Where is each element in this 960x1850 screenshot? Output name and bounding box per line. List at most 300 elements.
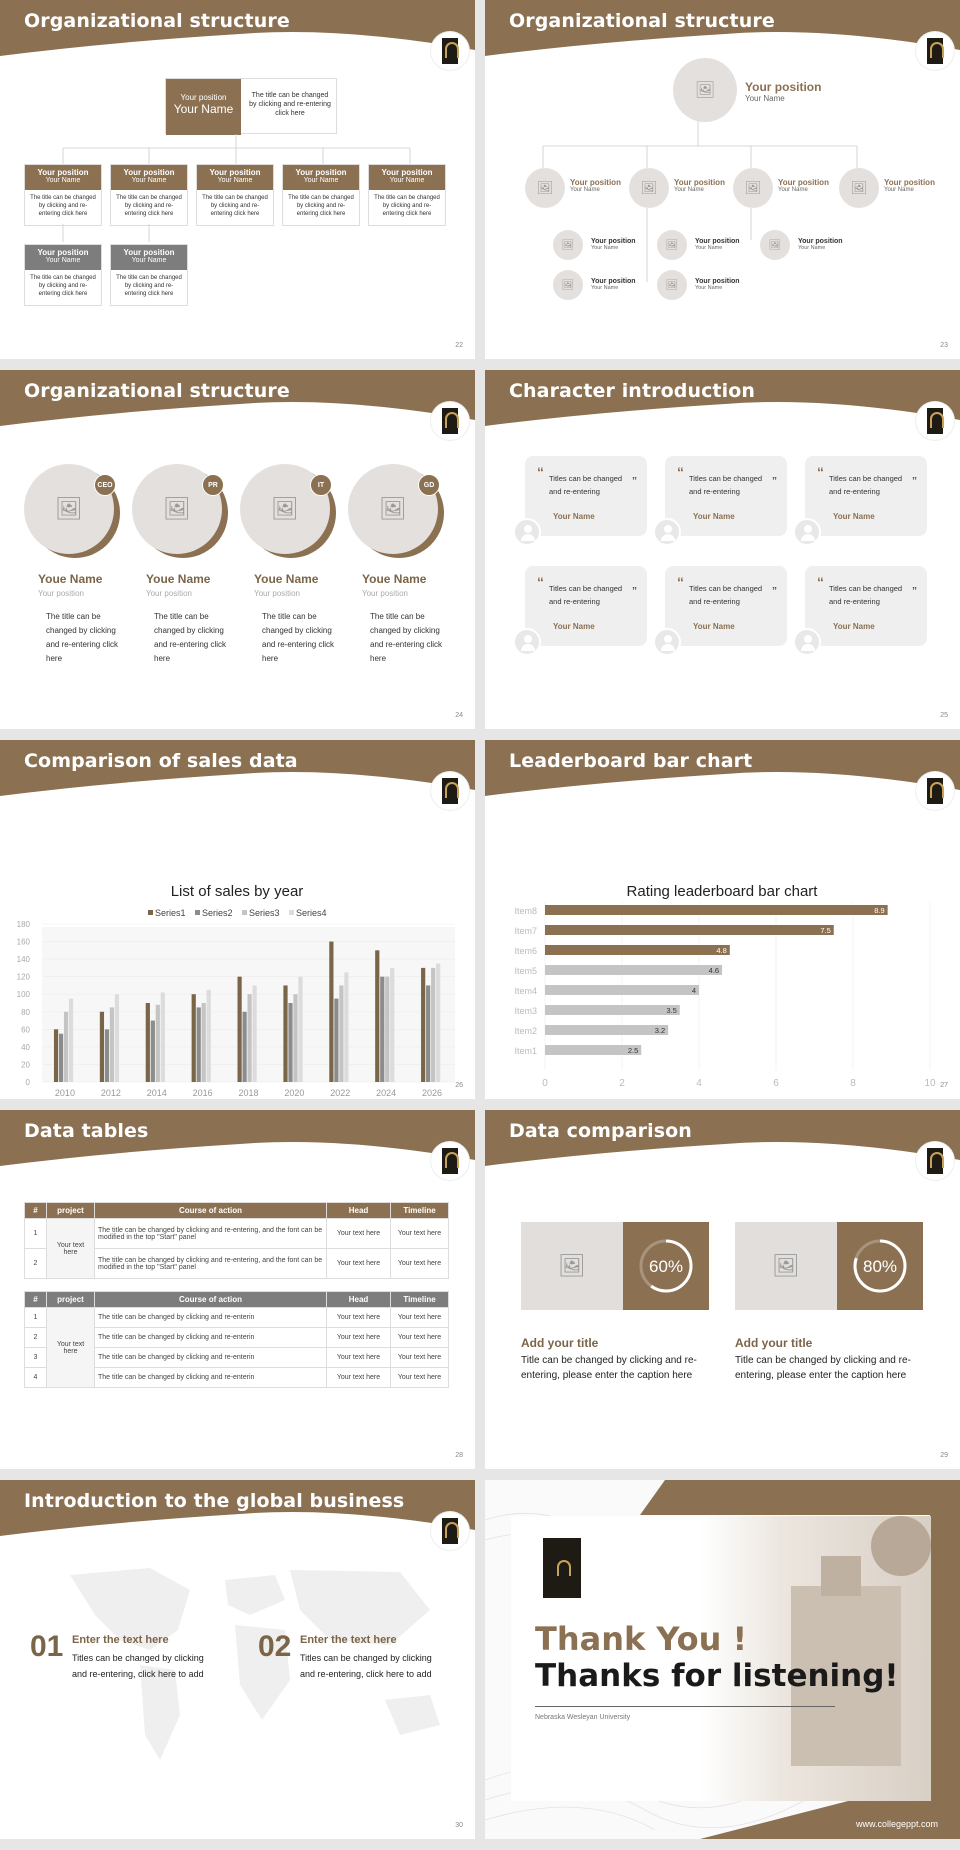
quote-name: Your Name — [833, 512, 875, 521]
x-tick-label: 2022 — [330, 1088, 351, 1098]
row-number: 1 — [25, 1308, 47, 1328]
bar — [329, 942, 333, 1082]
node-position: Your position — [591, 238, 636, 245]
bar — [545, 945, 730, 955]
x-tick-label: 6 — [773, 1078, 779, 1089]
x-tick-label: 2018 — [238, 1088, 259, 1098]
y-category-label: Item3 — [514, 1006, 537, 1016]
thanks-card — [511, 1516, 931, 1801]
role-badge: PR — [202, 474, 224, 496]
person-desc: The title can be changed by clicking and re-entering click here — [262, 612, 335, 663]
org-box-position: Your position — [123, 168, 175, 177]
y-category-label: Item5 — [514, 966, 537, 976]
bar — [344, 972, 348, 1082]
quote-card — [805, 456, 927, 536]
slide-28 — [0, 1110, 475, 1469]
action-cell[interactable]: The title can be changed by clicking and re-enterin — [95, 1348, 327, 1368]
bar — [202, 1003, 206, 1082]
node-name: Your Name — [695, 285, 723, 291]
slide-title: Introduction to the global business — [24, 1490, 405, 1512]
progress-ring — [837, 1222, 923, 1310]
data-label: 3.5 — [666, 1006, 677, 1015]
head-cell[interactable]: Your text here — [327, 1219, 391, 1249]
org-box-header — [283, 165, 359, 190]
person-desc: The title can be changed by clicking and re-entering click here — [370, 612, 443, 663]
close-quote-icon: ” — [912, 476, 917, 487]
avatar-icon — [793, 518, 821, 546]
page-number: 28 — [455, 1452, 463, 1459]
x-tick-label: 2010 — [54, 1088, 75, 1098]
y-tick-label: 60 — [21, 1025, 30, 1035]
y-category-label: Item2 — [514, 1026, 537, 1036]
org-box-desc: The title can be changed by clicking and re-entering click here — [30, 275, 96, 297]
row-number: 3 — [25, 1348, 47, 1368]
slide-title: Leaderboard bar chart — [509, 750, 753, 772]
image-placeholder-icon[interactable]: 🖼 — [553, 270, 583, 300]
x-tick-label: 8 — [850, 1078, 856, 1089]
timeline-cell[interactable]: Your text here — [391, 1219, 449, 1249]
avatar-icon — [513, 628, 541, 656]
image-placeholder-icon[interactable]: 🖼 — [521, 1222, 623, 1310]
org-box-header — [111, 165, 187, 190]
bar — [334, 999, 338, 1082]
item-desc: Titles can be changed by clicking and re-entering, click here to add — [72, 1653, 204, 1679]
bar — [243, 1012, 247, 1082]
data-table — [24, 1291, 449, 1388]
action-cell[interactable]: The title can be changed by clicking and re-entering, and the font can be modified in the top "Start" panel — [95, 1219, 327, 1249]
org-box-name: Your Name — [217, 177, 253, 184]
close-quote-icon: ” — [772, 586, 777, 597]
y-category-label: Item1 — [514, 1046, 537, 1056]
timeline-cell[interactable]: Your text here — [391, 1249, 449, 1279]
item-number: 01 — [30, 1630, 64, 1663]
svg-text:Series3: Series3 — [249, 908, 280, 918]
bar — [339, 985, 343, 1082]
bar — [64, 1012, 68, 1082]
action-cell[interactable]: The title can be changed by clicking and re-enterin — [95, 1308, 327, 1328]
close-quote-icon: ” — [632, 476, 637, 487]
table-header: Timeline — [391, 1203, 449, 1219]
slide-title: Character introduction — [509, 380, 756, 402]
head-cell[interactable]: Your text here — [327, 1348, 391, 1368]
y-tick-label: 0 — [25, 1078, 30, 1087]
item-title: Add your title — [735, 1336, 813, 1350]
image-placeholder-icon[interactable]: 🖼 — [24, 464, 114, 554]
image-placeholder-icon[interactable]: 🖼 — [348, 464, 438, 554]
org-box-desc: The title can be changed by clicking and re-entering click here — [288, 195, 354, 217]
org-box-desc: The title can be changed by clicking and re-entering click here — [30, 195, 96, 217]
org-box-position: Your position — [37, 248, 89, 257]
person-desc: The title can be changed by clicking and re-entering click here — [154, 612, 227, 663]
table-header: Course of action — [95, 1203, 327, 1219]
table-row — [25, 1219, 449, 1249]
data-table — [24, 1202, 449, 1279]
x-tick-label: 0 — [542, 1078, 548, 1089]
bar — [421, 968, 425, 1082]
org-box-header — [25, 245, 101, 270]
project-cell[interactable]: Your text here — [47, 1308, 95, 1388]
svg-text:Series1: Series1 — [155, 908, 186, 918]
quote-text: Titles can be changed and re-entering — [549, 584, 623, 606]
org-box-header — [197, 165, 273, 190]
slide-25 — [485, 370, 960, 729]
university-logo — [431, 402, 469, 440]
bar — [375, 950, 379, 1082]
org-box-header — [111, 245, 187, 270]
x-tick-label: 2012 — [100, 1088, 121, 1098]
org-box-header — [25, 165, 101, 190]
bar — [197, 1007, 201, 1082]
slide-title: Organizational structure — [24, 380, 290, 402]
close-quote-icon: ” — [772, 476, 777, 487]
x-tick-label: 2020 — [284, 1088, 305, 1098]
action-cell[interactable]: The title can be changed by clicking and re-entering, and the font can be modified in the top "Start" panel — [95, 1249, 327, 1279]
quote-name: Your Name — [693, 622, 735, 631]
page-number: 27 — [940, 1082, 948, 1089]
slide-30 — [0, 1480, 475, 1839]
node-name: Your Name — [591, 245, 619, 251]
project-cell[interactable]: Your text here — [47, 1219, 95, 1279]
org-box — [110, 164, 188, 226]
item-desc: Title can be changed by clicking and re-entering, please enter the caption here — [521, 1355, 697, 1381]
y-tick-label: 40 — [21, 1042, 30, 1052]
table-row — [25, 1308, 449, 1328]
quote-text: Titles can be changed and re-entering — [689, 584, 763, 606]
page-number: 23 — [940, 342, 948, 349]
role-badge: GD — [418, 474, 440, 496]
image-placeholder-icon[interactable]: 🖼 — [629, 168, 669, 208]
bar — [545, 1045, 641, 1055]
image-placeholder-icon[interactable]: 🖼 — [735, 1222, 837, 1310]
bar — [115, 994, 119, 1082]
org-box-desc: The title can be changed by clicking and re-entering click here — [116, 195, 182, 217]
action-cell[interactable]: The title can be changed by clicking and re-enterin — [95, 1328, 327, 1348]
leaderboard-bar-chart — [485, 800, 960, 1099]
org-top-position: Your position — [180, 93, 227, 102]
university-logo — [543, 1538, 581, 1598]
bar — [436, 964, 440, 1083]
y-tick-label: 80 — [21, 1007, 30, 1017]
head-cell[interactable]: Your text here — [327, 1368, 391, 1388]
row-number: 2 — [25, 1328, 47, 1348]
node-position: Your position — [778, 178, 829, 187]
open-quote-icon: “ — [537, 574, 544, 590]
avatar-icon — [513, 518, 541, 546]
org-box-desc: The title can be changed by clicking and re-entering click here — [116, 275, 182, 297]
bar — [59, 1034, 63, 1082]
data-tables — [24, 1202, 449, 1388]
sales-bar-chart — [0, 800, 475, 1099]
y-category-label: Item6 — [514, 946, 537, 956]
quote-text: Titles can be changed and re-entering — [829, 584, 903, 606]
data-label: 8.9 — [874, 906, 885, 915]
bar — [105, 1029, 109, 1082]
role-badge: CEO — [94, 474, 116, 496]
slide-title: Comparison of sales data — [24, 750, 298, 772]
bar — [390, 968, 394, 1082]
bar — [69, 999, 73, 1082]
image-placeholder-icon[interactable]: 🖼 — [132, 464, 222, 554]
org-box — [110, 244, 188, 306]
node-name: Your Name — [884, 187, 914, 193]
slide-title: Organizational structure — [509, 10, 775, 32]
y-category-label: Item4 — [514, 986, 537, 996]
org-box-position: Your position — [209, 168, 261, 177]
slide-22 — [0, 0, 475, 359]
image-placeholder-icon[interactable]: 🖼 — [553, 230, 583, 260]
bar — [238, 977, 242, 1082]
org-box-position: Your position — [295, 168, 347, 177]
percent-box — [837, 1222, 923, 1310]
x-tick-label: 2016 — [192, 1088, 213, 1098]
node-position: Your position — [695, 278, 740, 285]
bar — [161, 992, 165, 1082]
bar — [110, 1007, 114, 1082]
action-cell[interactable]: The title can be changed by clicking and re-enterin — [95, 1368, 327, 1388]
quote-name: Your Name — [553, 512, 595, 521]
node-name: Your Name — [778, 187, 808, 193]
university-logo — [916, 1142, 954, 1180]
timeline-cell[interactable]: Your text here — [391, 1348, 449, 1368]
row-number: 1 — [25, 1219, 47, 1249]
top-name: Your Name — [745, 94, 785, 103]
timeline-cell[interactable]: Your text here — [391, 1368, 449, 1388]
timeline-cell[interactable]: Your text here — [391, 1328, 449, 1348]
x-tick-label: 2026 — [422, 1088, 443, 1098]
node-position: Your position — [570, 178, 621, 187]
row-number: 2 — [25, 1249, 47, 1279]
image-placeholder-icon[interactable]: 🖼 — [657, 230, 687, 260]
org-box-header — [369, 165, 445, 190]
bar — [248, 994, 252, 1082]
quote-card — [665, 566, 787, 646]
quote-card — [525, 456, 647, 536]
open-quote-icon: “ — [817, 464, 824, 480]
image-placeholder-icon[interactable]: 🖼 — [240, 464, 330, 554]
node-name: Your Name — [695, 245, 723, 251]
bar — [431, 968, 435, 1082]
top-position: Your position — [745, 80, 822, 94]
page-number: 30 — [455, 1822, 463, 1829]
org-box-name: Your Name — [131, 177, 167, 184]
table-header: project — [47, 1203, 95, 1219]
page-number: 22 — [455, 342, 463, 349]
open-quote-icon: “ — [677, 574, 684, 590]
legend-item — [195, 908, 233, 918]
bar — [100, 1012, 104, 1082]
table-header: project — [47, 1292, 95, 1308]
org-box — [24, 244, 102, 306]
y-category-label: Item8 — [514, 906, 537, 916]
node-name: Your Name — [674, 187, 704, 193]
head-cell[interactable]: Your text here — [327, 1249, 391, 1279]
y-tick-label: 140 — [16, 955, 30, 965]
org-box — [368, 164, 446, 226]
person-position: Your position — [254, 589, 300, 598]
page-number: 26 — [455, 1082, 463, 1089]
org-top-name: Your Name — [173, 102, 234, 116]
bar — [545, 985, 699, 995]
node-name: Your Name — [570, 187, 600, 193]
image-placeholder-icon[interactable]: 🖼 — [839, 168, 879, 208]
slide-title: Data tables — [24, 1120, 149, 1142]
data-label: 2.5 — [627, 1046, 639, 1055]
quote-card — [525, 566, 647, 646]
table-header: # — [25, 1292, 47, 1308]
legend-item — [242, 908, 280, 918]
bar — [156, 1005, 160, 1082]
slide-24 — [0, 370, 475, 729]
quote-name: Your Name — [833, 622, 875, 631]
org-box-desc: The title can be changed by clicking and re-entering click here — [202, 195, 268, 217]
university-logo — [916, 402, 954, 440]
y-category-label: Item7 — [514, 926, 537, 936]
bar — [207, 990, 211, 1082]
node-position: Your position — [798, 238, 843, 245]
thanks-listening-heading: Thanks for listening! — [535, 1658, 899, 1694]
bar — [253, 985, 257, 1082]
node-name: Your Name — [798, 245, 826, 251]
org-box-name: Your Name — [45, 257, 81, 264]
bar — [192, 994, 196, 1082]
org-box-name: Your Name — [45, 177, 81, 184]
bar — [545, 1005, 680, 1015]
item-desc: Title can be changed by clicking and re-entering, please enter the caption here — [735, 1355, 911, 1381]
y-tick-label: 20 — [21, 1060, 30, 1070]
bar — [545, 1025, 668, 1035]
item-desc: Titles can be changed by clicking and re-entering, click here to add — [300, 1653, 432, 1679]
person-position: Your position — [146, 589, 192, 598]
person-name: Youe Name — [254, 572, 319, 586]
x-tick-label: 2014 — [146, 1088, 167, 1098]
item-number: 02 — [258, 1630, 292, 1663]
bar — [385, 977, 389, 1082]
quote-text: Titles can be changed and re-entering — [689, 474, 763, 496]
head-cell[interactable]: Your text here — [327, 1328, 391, 1348]
university-logo — [431, 1512, 469, 1550]
org-box-name: Your Name — [389, 177, 425, 184]
thank-you-heading: Thank You ! — [535, 1620, 748, 1658]
x-tick-label: 2024 — [376, 1088, 397, 1098]
percent-box — [623, 1222, 709, 1310]
table-header: # — [25, 1203, 47, 1219]
bar — [146, 1003, 150, 1082]
bar — [54, 1029, 58, 1082]
svg-text:Series2: Series2 — [202, 908, 233, 918]
x-tick-label: 10 — [924, 1078, 936, 1089]
avatar-icon — [793, 628, 821, 656]
image-placeholder-icon[interactable]: 🖼 — [760, 230, 790, 260]
bar — [545, 965, 722, 975]
chart-title: Rating leaderboard bar chart — [626, 883, 818, 900]
slide-27 — [485, 740, 960, 1099]
data-label: 4 — [691, 986, 696, 995]
legend-item — [148, 908, 186, 918]
data-label: 7.5 — [820, 926, 831, 935]
open-quote-icon: “ — [817, 574, 824, 590]
row-number: 4 — [25, 1368, 47, 1388]
person-position: Your position — [362, 589, 408, 598]
divider — [535, 1706, 835, 1707]
item-title: Enter the text here — [72, 1634, 169, 1646]
open-quote-icon: “ — [677, 464, 684, 480]
image-placeholder-icon[interactable]: 🖼 — [657, 270, 687, 300]
legend-item — [289, 908, 327, 918]
slide-thanks — [485, 1480, 960, 1839]
bar — [545, 925, 834, 935]
slide-29 — [485, 1110, 960, 1469]
org-box-position: Your position — [381, 168, 433, 177]
node-position: Your position — [695, 238, 740, 245]
page-number: 29 — [940, 1452, 948, 1459]
slide-23 — [485, 0, 960, 359]
org-box — [196, 164, 274, 226]
close-quote-icon: ” — [912, 586, 917, 597]
quote-name: Your Name — [553, 622, 595, 631]
person-position: Your position — [38, 589, 84, 598]
page-number: 25 — [940, 712, 948, 719]
slide-title: Organizational structure — [24, 10, 290, 32]
org-box-position: Your position — [123, 248, 175, 257]
image-placeholder-icon[interactable]: 🖼 — [525, 168, 565, 208]
open-quote-icon: “ — [537, 464, 544, 480]
quote-card — [665, 456, 787, 536]
y-tick-label: 100 — [16, 990, 30, 1000]
table-header: Head — [327, 1203, 391, 1219]
page-number: 24 — [455, 712, 463, 719]
quote-name: Your Name — [693, 512, 735, 521]
bar — [426, 985, 430, 1082]
slide-title: Data comparison — [509, 1120, 692, 1142]
website-link[interactable]: www.collegeppt.com — [855, 1819, 938, 1829]
quote-card — [805, 566, 927, 646]
bar — [151, 1021, 155, 1082]
university-name: Nebraska Wesleyan University — [535, 1714, 631, 1721]
x-tick-label: 2 — [619, 1078, 625, 1089]
y-tick-label: 180 — [16, 920, 30, 929]
bar — [380, 977, 384, 1082]
table-header: Head — [327, 1292, 391, 1308]
table-header: Timeline — [391, 1292, 449, 1308]
timeline-cell[interactable]: Your text here — [391, 1308, 449, 1328]
slide-26 — [0, 740, 475, 1099]
percent-label: 80% — [862, 1257, 898, 1276]
svg-text:Series4: Series4 — [296, 908, 327, 918]
progress-ring — [623, 1222, 709, 1310]
person-name: Youe Name — [362, 572, 427, 586]
org-box-position: Your position — [37, 168, 89, 177]
data-label: 4.8 — [716, 946, 727, 955]
bar — [293, 994, 297, 1082]
item-title: Enter the text here — [300, 1634, 397, 1646]
data-label: 4.6 — [708, 966, 720, 975]
head-cell[interactable]: Your text here — [327, 1308, 391, 1328]
image-placeholder-icon[interactable]: 🖼 — [673, 58, 737, 122]
bar — [288, 1003, 292, 1082]
org-box-name: Your Name — [131, 257, 167, 264]
x-tick-label: 4 — [696, 1078, 702, 1089]
quote-text: Titles can be changed and re-entering — [829, 474, 903, 496]
y-tick-label: 160 — [16, 937, 30, 947]
person-name: Youe Name — [146, 572, 211, 586]
bar — [545, 905, 888, 915]
person-desc: The title can be changed by clicking and re-entering click here — [46, 612, 119, 663]
node-name: Your Name — [591, 285, 619, 291]
image-placeholder-icon[interactable]: 🖼 — [733, 168, 773, 208]
org-box — [282, 164, 360, 226]
avatar-icon — [653, 518, 681, 546]
table-header: Course of action — [95, 1292, 327, 1308]
